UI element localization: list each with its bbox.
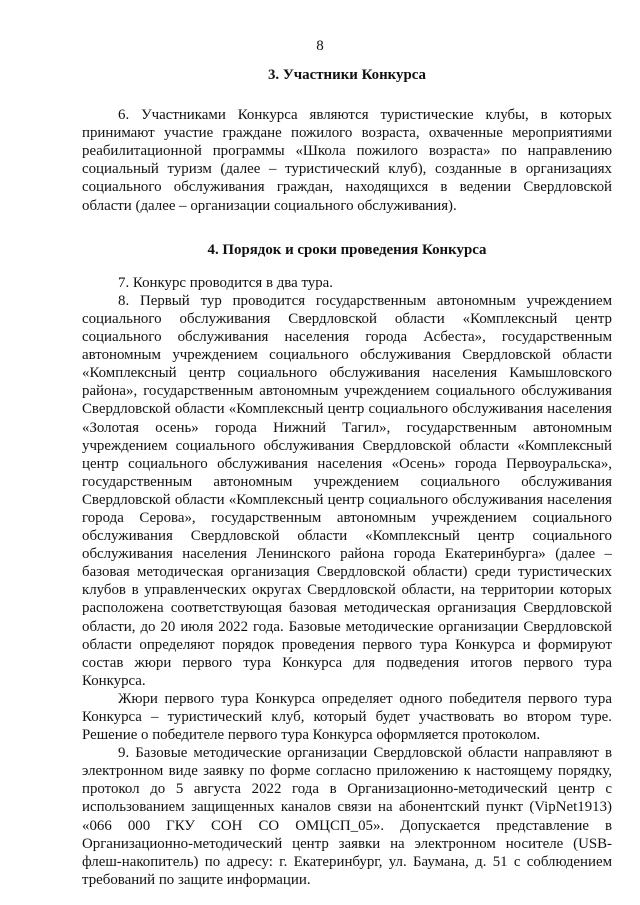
paragraph-8-jury: Жюри первого тура Конкурса определяет одного победителя первого тура Конкурса – туристический клуб, который будет участвовать во втором туре. Решение о победителе первого тура Конкурса оформляется протоколом. — [82, 690, 612, 744]
page-number: 8 — [316, 38, 324, 54]
paragraph-8: 8. Первый тур проводится государственным автономным учреждением социального обслуживания Свердловской области «Комплексный центр социального обслуживания населения города Асбеста», государственным автономным учреждением социального обслуживания Свердловской области «Комплексный центр социального обслуживания населения Камышловского района», государственным автономным учреждением социального обслуживания Свердловской области «Комплексный центр социального обслуживания населения «Золотая осень» города Нижний Тагил», государственным автономным учреждением социального обслуживания Свердловской области «Комплексный центр социального обслуживания населения «Осень» города Первоуральска», государственным автономным учреждением социального обслуживания Свердловской области «Комплексный центр социального обслуживания населения города Серова», государственным автономным учреждением социального обслуживания Свердловской области «Комплексный центр социального обслуживания населения Ленинского района города Екатеринбурга» (далее – базовая методическая организация Свердловской области) среди туристических клубов в управленческих округах Свердловской области, на территории которых расположена соответствующая базовая методическая организация Свердловской области, до 20 июля 2022 года. Базовые методические организации Свердловской области определяют порядок проведения первого тура Конкурса и формируют состав жюри первого тура Конкурса для подведения итогов первого тура Конкурса. — [82, 292, 612, 689]
paragraph-6: 6. Участниками Конкурса являются туристические клубы, в которых принимают участие граждане пожилого возраста, охваченные мероприятиями реабилитационной программы «Школа пожилого возраста» по направлению социальный туризм (далее – туристический клуб), созданные в организациях социального обслуживания граждан, находящихся в ведении Свердловской области (далее – организации социального обслуживания). — [82, 107, 612, 214]
section-3-heading: 3. Участники Конкурса — [267, 67, 427, 83]
paragraph-9: 9. Базовые методические организации Свердловской области направляют в электронном виде заявку по форме согласно приложению к настоящему порядку, протокол до 5 августа 2022 года в Организационно-методический центр с использованием защищенных каналов связи на абонентский пункт (VipNet1913) «066 000 ГКУ СОН СО ОМЦСП_05». Допускается представление в Организационно-методический центр заявки на электронном носителе (USB-флеш-накопитель) по адресу: г. Екатеринбург, ул. Баумана, д. 51 с соблюдением требований по защите информации. — [82, 745, 612, 888]
paragraph-7: 7. Конкурс проводится в два тура. — [118, 274, 333, 291]
document-body — [82, 66, 612, 889]
section-4-heading: 4. Порядок и сроки проведения Конкурса — [207, 241, 487, 258]
